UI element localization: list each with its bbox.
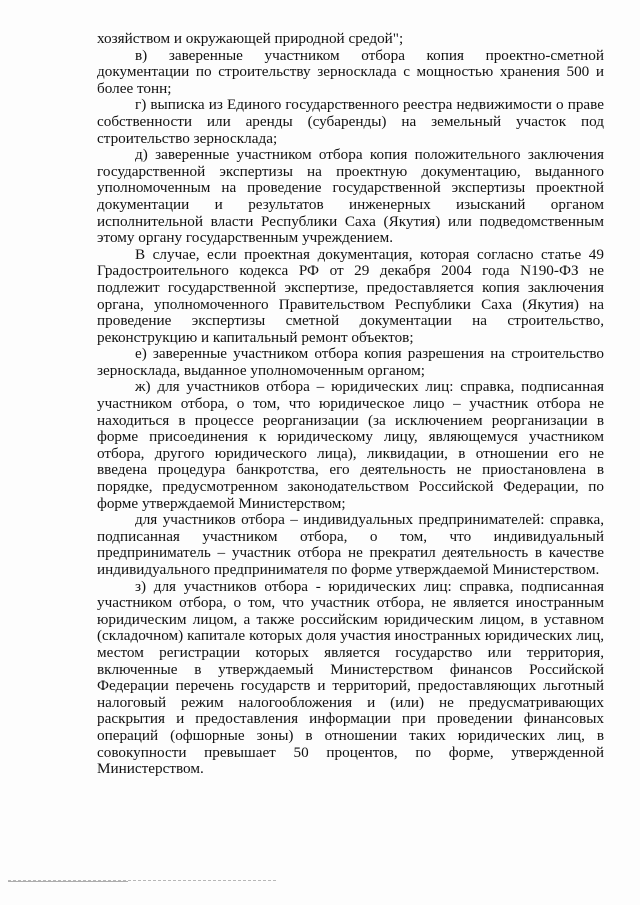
document-body	[97, 31, 604, 778]
paragraph-item-z: з) для участников отбора - юридических лиц: справка, подписанная участником отбора, о том, что участник отбора, не является иностранным юридическим лицом, а также российским юридическим лицом, в уставном (складочном) капитале которых доля участия иностранных юридических лиц, местом регистрации которых является государство или территория, включенные в утверждаемый Министерством финансов Российской Федерации перечень государств и территорий, предоставляющих льготный налоговый режим налогообложения и (или) не предусматривающих раскрытия и предоставления информации при проведении финансовых операций (офшорные зоны) в отношении таких юридических лиц, в совокупности превышает 50 процентов, по форме, утвержденной Министерством.	[97, 577, 604, 778]
footer-rule-dark	[8, 881, 128, 882]
paragraph-item-zh: ж) для участников отбора – юридических лиц: справка, подписанная участником отбора, о том, что юридическое лицо – участник отбора не находиться в процессе реорганизации (за исключением реорганизации в форме присоединения к юридическому лицу, являющемуся участником отбора, другого юридического лица), ликвидации, в отношении его не введена процедура банкротства, его деятельность не приостановлена в порядке, предусмотренном законодательством Российской Федерации, по форме утверждаемой Министерством;	[97, 378, 604, 512]
paragraph-exception-note: В случае, если проектная документация, которая согласно статье 49 Градостроительного кодекса РФ от 29 декабря 2004 года N190-ФЗ не подлежит государственной экспертизе, предоставляется копия заключения органа, уполномоченного Правительством Республики Саха (Якутия) на проведение экспертизы сметной документации на строительство, реконструкцию и капитальный ремонт объектов;	[97, 245, 604, 346]
paragraph-item-e: е) заверенные участником отбора копия разрешения на строительство зерносклада, выданное уполномоченным органом;	[97, 345, 604, 379]
paragraph-individual-entrepreneurs: для участников отбора – индивидуальных предпринимателей: справка, подписанная участником отбора, о том, что индивидуальный предприниматель – участник отбора не прекратил деятельность в качестве индивидуального предпринимателя по форме утверждаемой Министерством.	[97, 511, 604, 578]
paragraph-continuation: хозяйством и окружающей природной средой";	[97, 30, 404, 47]
paragraph-item-v: в) заверенные участником отбора копия проектно-сметной документации по строительству зерносклада с мощностью хранения 500 и более тонн;	[97, 46, 604, 97]
paragraph-item-g: г) выписка из Единого государственного реестра недвижимости о праве собственности или аренды (субаренды) на земельный участок под строительство зерносклада;	[97, 96, 604, 147]
paragraph-item-d: д) заверенные участником отбора копия положительного заключения государственной экспертизы на проектную документацию, выданного уполномоченным на проведение государственной экспертизы проектной документации и результатов инженерных изысканий органом исполнительной власти Республики Саха (Якутия) или подведомственным этому органу государственным учреждением.	[97, 146, 604, 247]
